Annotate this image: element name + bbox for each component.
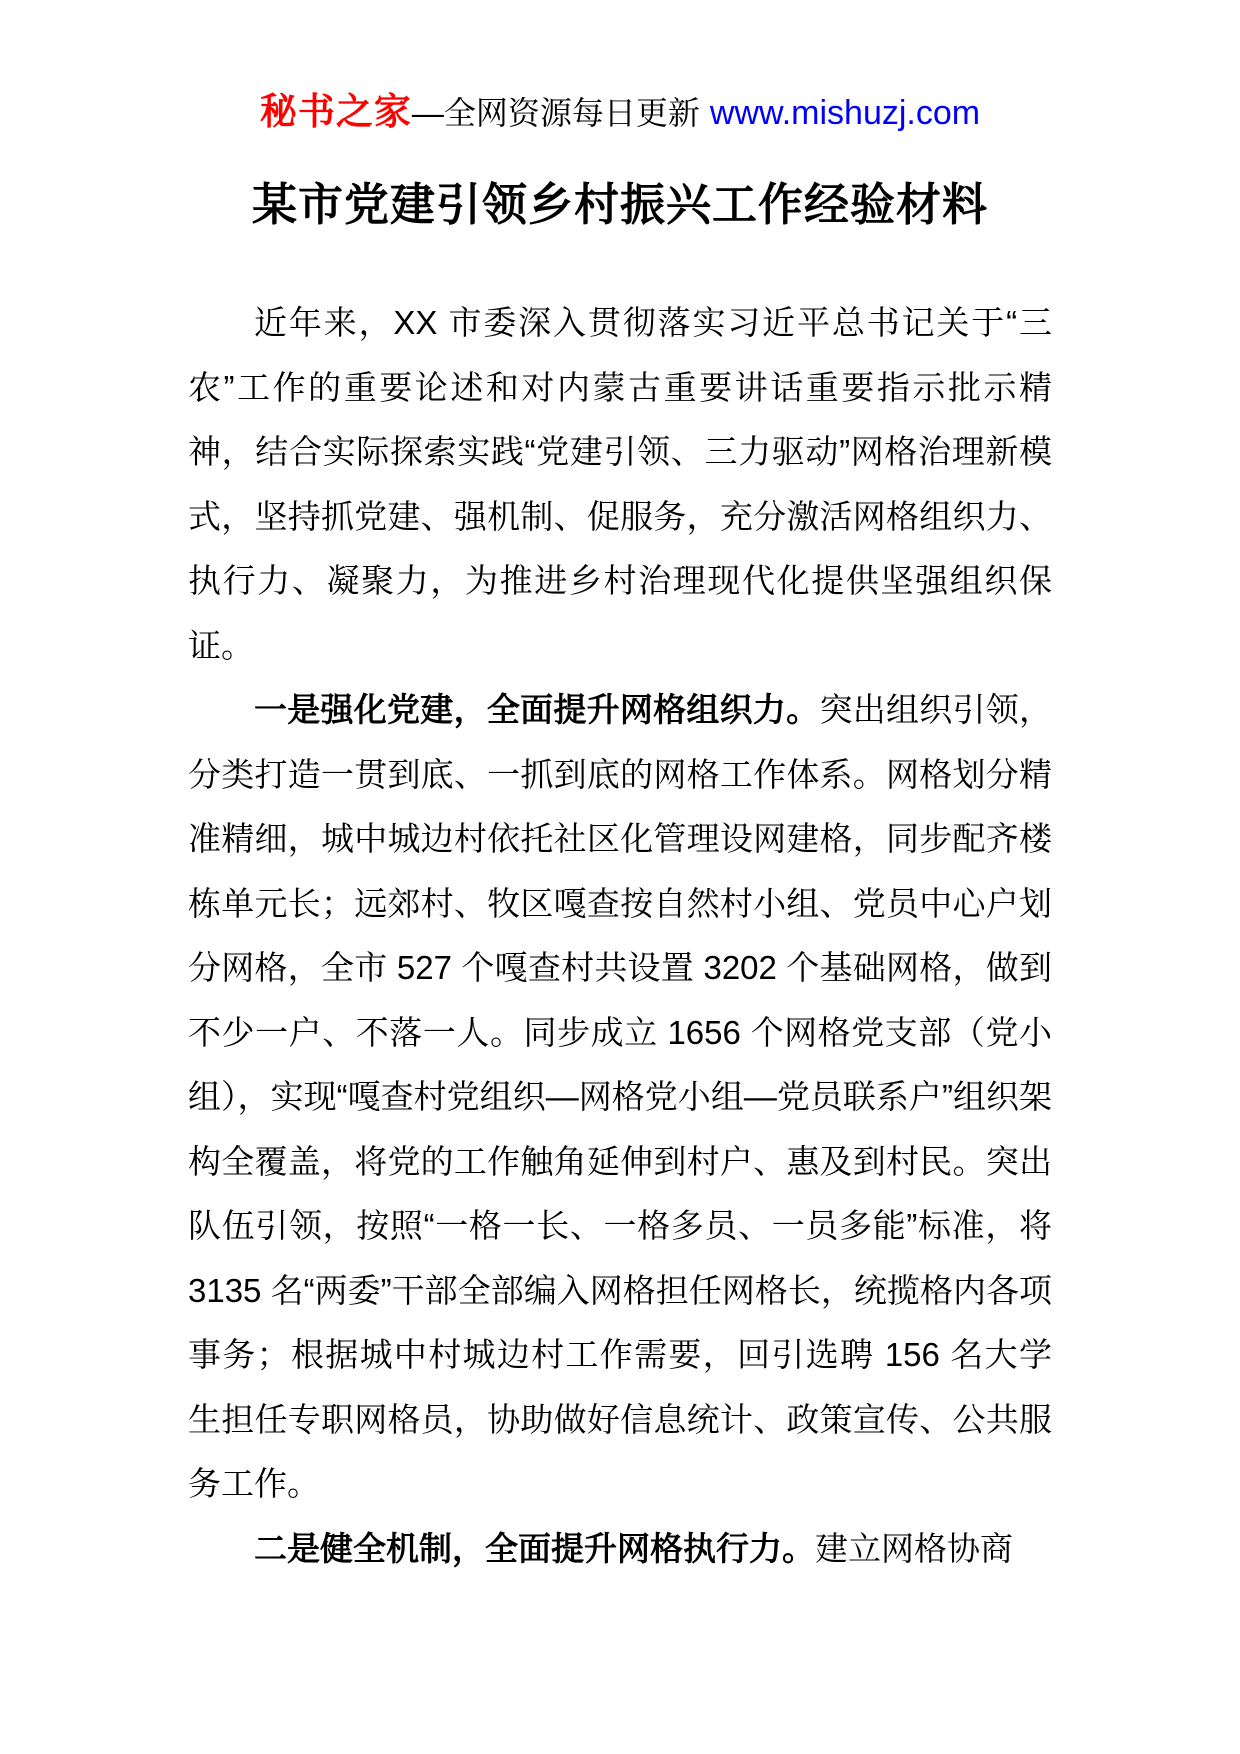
site-header (0, 90, 1240, 135)
paragraph-point-one (188, 678, 1052, 1517)
site-url-link[interactable]: www.mishuzj.com (709, 94, 981, 132)
site-brand: 秘书之家 (259, 91, 412, 132)
paragraph-intro (188, 291, 1052, 678)
paragraph-point-two (188, 1517, 1052, 1582)
site-tagline: —全网资源每日更新 (411, 95, 700, 131)
document-body (188, 291, 1052, 1581)
paragraph-text: 近年来，XX 市委深入贯彻落实习近平总书记关于“三农”工作的重要论述和对内蒙古重要讲话重要指示批示精神，结合实际探索实践“党建引领、三力驱动”网格治理新模式，坚持抓党建、强机制、促服务，充分激活网格组织力、执行力、凝聚力，为推进乡村治理现代化提供坚强组织保证。 (188, 304, 1052, 664)
paragraph-lead-bold: 二是健全机制，全面提升网格执行力。 (254, 1529, 815, 1567)
paragraph-text: 突出组织引领，分类打造一贯到底、一抓到底的网格工作体系。网格划分精准精细，城中城边村依托社区化管理设网建格，同步配齐楼栋单元长；远郊村、牧区嘎查按自然村小组、党员中心户划分网格，全市 527 个嘎查村共设置 3202 个基础网格，做到不少一户、不落一人。同步成立 1656 个网格党支部（党小组），实现“嘎查村党组织—网格党小组—党员联系户”组织架构全覆盖，将党的工作触角延伸到村户、惠及到村民。突出队伍引领，按照“一格一长、一格多员、一员多能”标准，将 3135 名“两委”干部全部编入网格担任网格长，统揽格内各项事务；根据城中村城边村工作需要，回引选聘 156 名大学生担任专职网格员，协助做好信息统计、政策宣传、公共服务工作。 (188, 691, 1053, 1502)
paragraph-text: 建立网格协商 (815, 1529, 1013, 1567)
paragraph-lead-bold: 一是强化党建，全面提升网格组织力。 (254, 691, 820, 728)
page-title: 某市党建引领乡村振兴工作经验材料 (251, 179, 988, 231)
